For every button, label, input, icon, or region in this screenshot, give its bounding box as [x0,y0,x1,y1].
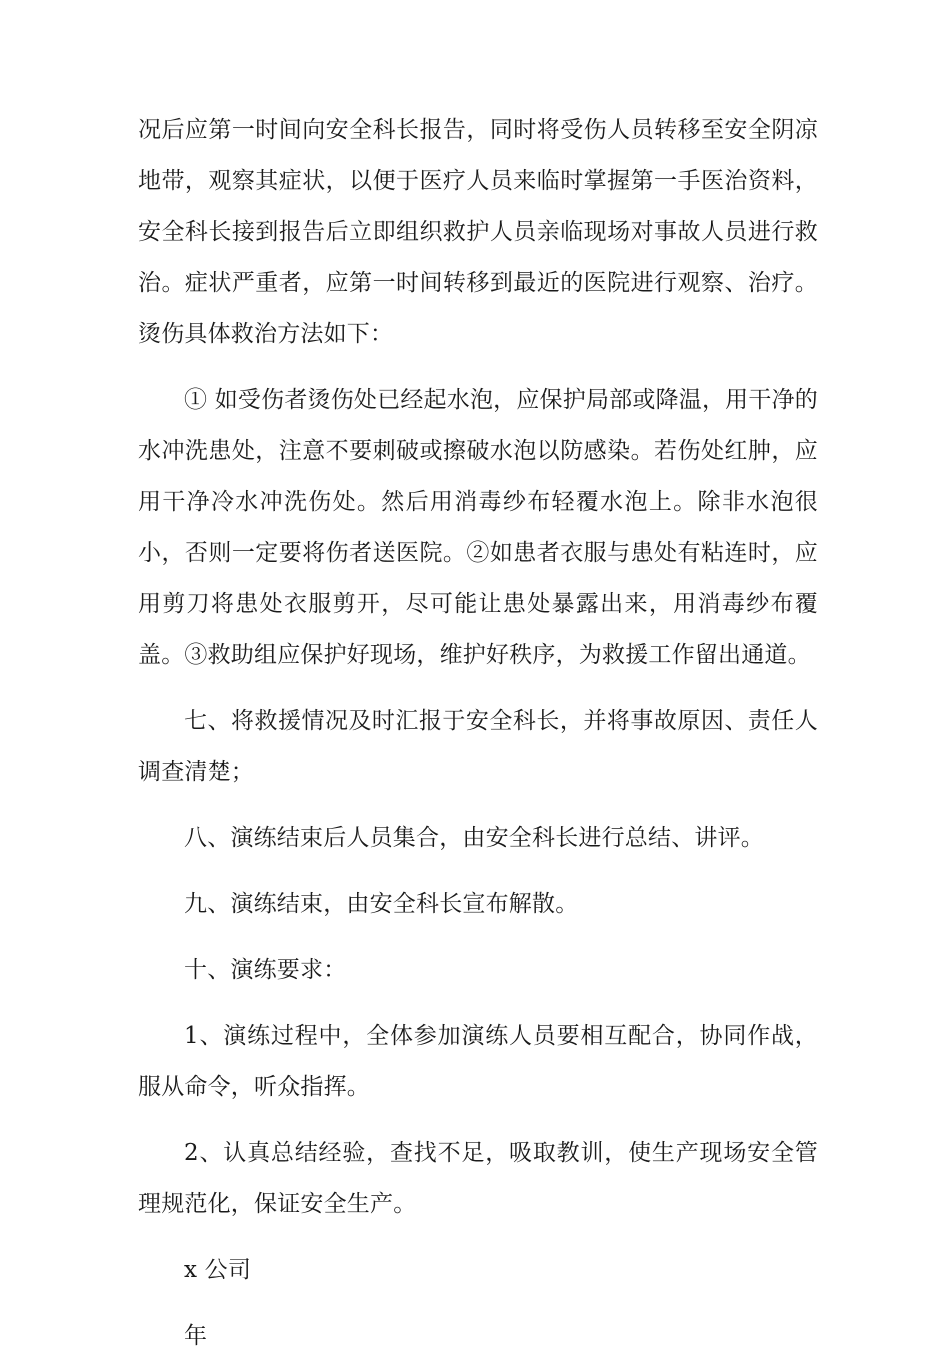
paragraph-item-7: 七、将救援情况及时汇报于安全科长，并将事故原因、责任人调查清楚； [138,708,818,785]
paragraph-item-10: 十、演练要求： [184,957,347,983]
paragraph-item-9: 九、演练结束，由安全科长宣布解散。 [184,891,579,917]
paragraph-requirement-2: 2、认真总结经验，查找不足，吸取教训，使生产现场安全管理规范化，保证安全生产。 [138,1140,818,1217]
company-signature: x 公司 [184,1257,252,1283]
date-line: 年 [184,1323,208,1349]
paragraph-item-8: 八、演练结束后人员集合，由安全科长进行总结、讲评。 [184,825,764,851]
document-body [138,105,818,1362]
paragraph-accident-report: 况后应第一时间向安全科长报告，同时将受伤人员转移至安全阴凉地带，观察其症状，以便于医疗人员来临时掌握第一手医治资料，安全科长接到报告后立即组织救护人员亲临现场对事故人员进行救治。症状严重者，应第一时间转移到最近的医院进行观察、治疗。烫伤具体救治方法如下： [138,117,818,347]
paragraph-requirement-1: 1、演练过程中，全体参加演练人员要相互配合，协同作战，服从命令，听众指挥。 [138,1023,818,1100]
paragraph-burn-treatment: ① 如受伤者烫伤处已经起水泡，应保护局部或降温，用干净的水冲洗患处，注意不要刺破或擦破水泡以防感染。若伤处红肿，应用干净冷水冲洗伤处。然后用消毒纱布轻覆水泡上。除非水泡很小，否则一定要将伤者送医院。②如患者衣服与患处有粘连时，应用剪刀将患处衣服剪开，尽可能让患处暴露出来，用消毒纱布覆盖。③救助组应保护好现场，维护好秩序，为救援工作留出通道。 [138,387,818,668]
